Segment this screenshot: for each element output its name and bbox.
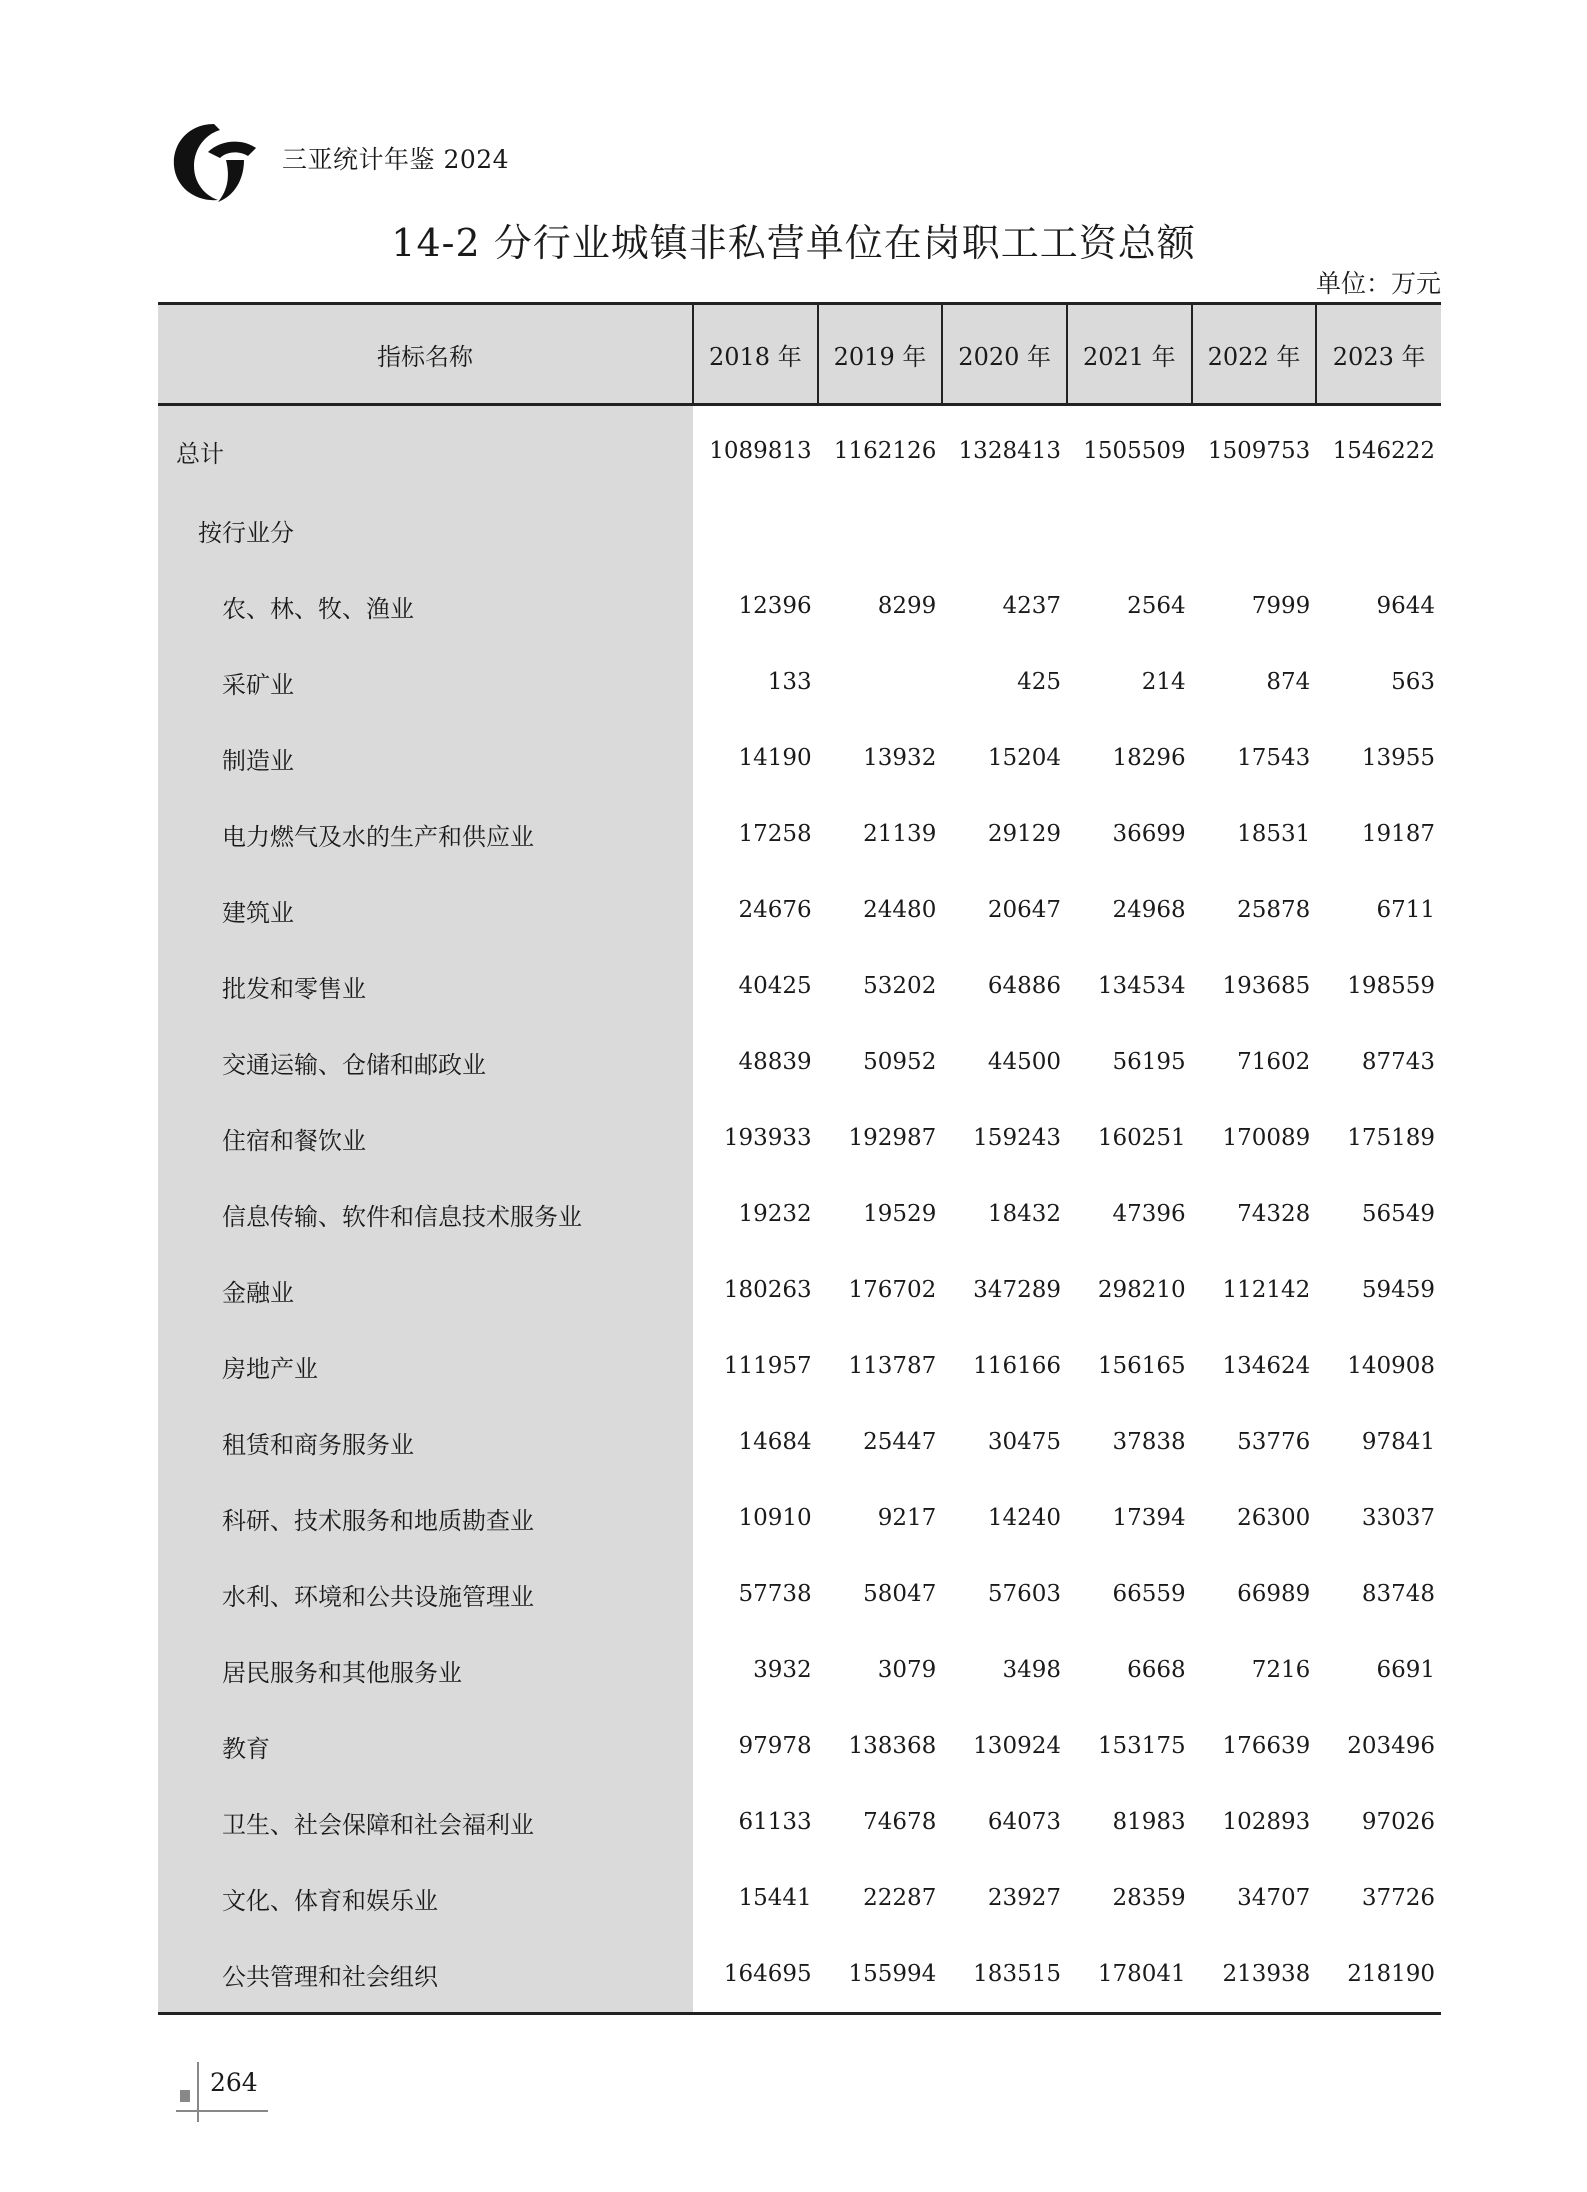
row-label: 金融业	[158, 1252, 693, 1328]
table-row	[158, 1404, 1441, 1480]
table-cell: 17543	[1237, 745, 1311, 771]
table-cell: 214	[1141, 669, 1186, 695]
page-corner-mark	[180, 2090, 190, 2102]
table-cell: 19529	[863, 1201, 937, 1227]
table-cell: 7999	[1251, 593, 1311, 619]
table-cell: 183515	[942, 1936, 1067, 2014]
table-cell: 176639	[1222, 1733, 1311, 1759]
table-cell: 19187	[1361, 821, 1435, 847]
book-title: 三亚统计年鉴 2024	[282, 145, 510, 174]
table-cell: 12396	[738, 593, 812, 619]
table-cell: 203496	[1347, 1733, 1435, 1759]
table-cell: 113787	[848, 1353, 937, 1379]
table-cell: 2564	[1127, 593, 1186, 619]
table-cell: 19232	[738, 1201, 812, 1227]
table-cell: 8299	[877, 593, 937, 619]
table-cell: 66559	[1112, 1581, 1186, 1607]
table-row	[158, 1252, 1441, 1328]
table-cell	[1192, 492, 1317, 568]
page-corner-line-horizontal	[176, 2110, 268, 2112]
table-cell: 48839	[738, 1049, 812, 1075]
table-cell: 57603	[987, 1581, 1061, 1607]
table-cell: 130924	[973, 1733, 1061, 1759]
table-cell: 26300	[1237, 1505, 1311, 1531]
table-cell: 193933	[723, 1125, 812, 1151]
table-cell: 87743	[1361, 1049, 1435, 1075]
table-cell: 874	[1266, 669, 1311, 695]
row-label: 农、林、牧、渔业	[158, 568, 693, 644]
table-cell: 37838	[1112, 1429, 1186, 1455]
row-label: 科研、技术服务和地质勘查业	[158, 1480, 693, 1556]
table-cell: 21139	[863, 821, 937, 847]
column-header-2023: 2023 年	[1316, 304, 1441, 405]
table-cell: 170089	[1222, 1125, 1311, 1151]
table-cell: 156165	[1097, 1353, 1186, 1379]
table-cell: 66989	[1237, 1581, 1311, 1607]
table-cell: 18531	[1237, 821, 1311, 847]
table-row	[158, 1632, 1441, 1708]
table-row	[158, 1480, 1441, 1556]
table-cell: 193685	[1222, 973, 1311, 999]
table-cell	[1067, 492, 1192, 568]
table-cell: 138368	[848, 1733, 937, 1759]
table-cell: 425	[1017, 669, 1061, 695]
table-cell: 97841	[1361, 1429, 1435, 1455]
page-number: 264	[210, 2068, 258, 2097]
table-header-row	[158, 304, 1441, 405]
table-cell: 15204	[987, 745, 1061, 771]
row-label: 制造业	[158, 720, 693, 796]
row-label: 公共管理和社会组织	[158, 1936, 693, 2014]
table-cell: 17258	[738, 821, 812, 847]
table-cell: 140908	[1347, 1353, 1435, 1379]
table-cell: 1089813	[709, 438, 812, 464]
table-cell: 24480	[863, 897, 937, 923]
row-label: 房地产业	[158, 1328, 693, 1404]
table-cell: 133	[767, 669, 812, 695]
table-cell: 155994	[818, 1936, 943, 2014]
row-label: 交通运输、仓储和邮政业	[158, 1024, 693, 1100]
table-cell: 81983	[1112, 1809, 1186, 1835]
table-cell: 36699	[1112, 821, 1186, 847]
table-cell: 56195	[1112, 1049, 1186, 1075]
table-cell: 25447	[863, 1429, 937, 1455]
table-cell: 3932	[753, 1657, 812, 1683]
table-cell: 24676	[738, 897, 812, 923]
table-row	[158, 1708, 1441, 1784]
table-cell: 178041	[1067, 1936, 1192, 2014]
table-cell: 25878	[1237, 897, 1311, 923]
table-cell: 59459	[1361, 1277, 1435, 1303]
table-cell: 116166	[973, 1353, 1061, 1379]
table-row	[158, 872, 1441, 948]
table-cell: 347289	[973, 1277, 1061, 1303]
table-row	[158, 1784, 1441, 1860]
table-cell: 15441	[738, 1885, 812, 1911]
row-label: 按行业分	[158, 492, 693, 568]
column-header-2019: 2019 年	[818, 304, 943, 405]
table-cell: 44500	[987, 1049, 1061, 1075]
table-title: 14-2 分行业城镇非私营单位在岗职工工资总额	[391, 221, 1196, 265]
table-cell: 192987	[848, 1125, 937, 1151]
table-cell: 57738	[738, 1581, 812, 1607]
table-cell: 153175	[1097, 1733, 1186, 1759]
table-cell: 14240	[987, 1505, 1061, 1531]
table-cell: 61133	[738, 1809, 812, 1835]
table-cell: 102893	[1222, 1809, 1311, 1835]
table-row	[158, 1328, 1441, 1404]
table-cell	[693, 492, 818, 568]
table-cell: 20647	[987, 897, 1061, 923]
table-cell: 13955	[1361, 745, 1435, 771]
table-cell: 74678	[863, 1809, 937, 1835]
table-cell: 56549	[1361, 1201, 1435, 1227]
table-cell: 30475	[987, 1429, 1061, 1455]
table-cell: 9644	[1376, 593, 1435, 619]
table-cell: 1546222	[1332, 438, 1435, 464]
row-label: 水利、环境和公共设施管理业	[158, 1556, 693, 1632]
table-cell: 40425	[738, 973, 812, 999]
table-cell: 218190	[1316, 1936, 1441, 2014]
table-cell: 14190	[738, 745, 812, 771]
table-row	[158, 948, 1441, 1024]
row-label: 建筑业	[158, 872, 693, 948]
table-cell	[1316, 492, 1441, 568]
table-cell: 23927	[987, 1885, 1061, 1911]
table-cell: 28359	[1112, 1885, 1186, 1911]
yearbook-logo-icon	[168, 118, 260, 206]
table-cell: 164695	[693, 1936, 818, 2014]
table-cell: 97978	[738, 1733, 812, 1759]
column-header-2022: 2022 年	[1192, 304, 1317, 405]
table-cell: 53202	[863, 973, 937, 999]
table-cell: 64886	[987, 973, 1061, 999]
table-cell: 3498	[1002, 1657, 1061, 1683]
row-label: 住宿和餐饮业	[158, 1100, 693, 1176]
table-row	[158, 644, 1441, 720]
table-cell: 1162126	[833, 438, 937, 464]
table-cell: 134624	[1222, 1353, 1311, 1379]
table-row	[158, 1556, 1441, 1632]
table-cell: 4237	[1002, 593, 1061, 619]
row-label: 教育	[158, 1708, 693, 1784]
table-row	[158, 1100, 1441, 1176]
table-cell: 22287	[863, 1885, 937, 1911]
row-label: 租赁和商务服务业	[158, 1404, 693, 1480]
table-cell: 83748	[1361, 1581, 1435, 1607]
table-cell: 7216	[1251, 1657, 1311, 1683]
table-row	[158, 1860, 1441, 1936]
table-cell: 13932	[863, 745, 937, 771]
wage-total-table	[158, 302, 1441, 2015]
table-cell: 1505509	[1083, 438, 1186, 464]
table-cell: 198559	[1347, 973, 1435, 999]
table-cell: 111957	[723, 1353, 812, 1379]
row-label: 信息传输、软件和信息技术服务业	[158, 1176, 693, 1252]
table-cell: 10910	[738, 1505, 812, 1531]
table-cell: 563	[1391, 669, 1435, 695]
table-cell: 14684	[738, 1429, 812, 1455]
unit-label: 单位：万元	[1315, 269, 1441, 298]
column-header-indicator: 指标名称	[158, 304, 693, 405]
table-cell: 53776	[1237, 1429, 1311, 1455]
table-cell	[818, 492, 943, 568]
table-cell: 17394	[1112, 1505, 1186, 1531]
table-cell: 180263	[723, 1277, 812, 1303]
table-cell: 3079	[877, 1657, 937, 1683]
table-row	[158, 568, 1441, 644]
table-cell: 33037	[1361, 1505, 1435, 1531]
table-row	[158, 492, 1441, 568]
row-label: 卫生、社会保障和社会福利业	[158, 1784, 693, 1860]
table-row	[158, 796, 1441, 872]
table-row	[158, 720, 1441, 796]
table-cell: 6711	[1376, 897, 1435, 923]
row-label: 采矿业	[158, 644, 693, 720]
table-cell: 34707	[1237, 1885, 1311, 1911]
row-label: 电力燃气及水的生产和供应业	[158, 796, 693, 872]
page-corner-line-vertical	[197, 2062, 199, 2122]
column-header-2020: 2020 年	[942, 304, 1067, 405]
table-cell: 18432	[987, 1201, 1061, 1227]
table-cell: 37726	[1361, 1885, 1435, 1911]
table-cell	[942, 492, 1067, 568]
table-cell: 47396	[1112, 1201, 1186, 1227]
table-cell: 160251	[1097, 1125, 1186, 1151]
table-cell: 18296	[1112, 745, 1186, 771]
row-label: 总计	[158, 405, 693, 493]
table-cell: 71602	[1237, 1049, 1311, 1075]
table-cell: 134534	[1097, 973, 1186, 999]
table-cell	[818, 644, 943, 720]
column-header-2021: 2021 年	[1067, 304, 1192, 405]
table-cell: 9217	[877, 1505, 937, 1531]
table-cell: 6691	[1376, 1657, 1435, 1683]
table-row	[158, 1936, 1441, 2014]
table-row	[158, 1024, 1441, 1100]
row-label: 文化、体育和娱乐业	[158, 1860, 693, 1936]
table-cell: 24968	[1112, 897, 1186, 923]
table-cell: 175189	[1347, 1125, 1435, 1151]
table-cell: 6668	[1127, 1657, 1186, 1683]
row-label: 居民服务和其他服务业	[158, 1632, 693, 1708]
table-cell: 298210	[1097, 1277, 1186, 1303]
column-header-2018: 2018 年	[693, 304, 818, 405]
table-cell: 176702	[848, 1277, 937, 1303]
table-cell: 97026	[1361, 1809, 1435, 1835]
table-cell: 64073	[987, 1809, 1061, 1835]
table-row	[158, 1176, 1441, 1252]
table-cell: 1509753	[1207, 438, 1311, 464]
table-cell: 112142	[1222, 1277, 1311, 1303]
table-cell: 58047	[863, 1581, 937, 1607]
table-cell: 29129	[987, 821, 1061, 847]
table-cell: 159243	[973, 1125, 1061, 1151]
row-label: 批发和零售业	[158, 948, 693, 1024]
table-cell: 1328413	[958, 438, 1061, 464]
table-cell: 74328	[1237, 1201, 1311, 1227]
table-cell: 213938	[1192, 1936, 1317, 2014]
table-row	[158, 405, 1441, 493]
table-cell: 50952	[863, 1049, 937, 1075]
